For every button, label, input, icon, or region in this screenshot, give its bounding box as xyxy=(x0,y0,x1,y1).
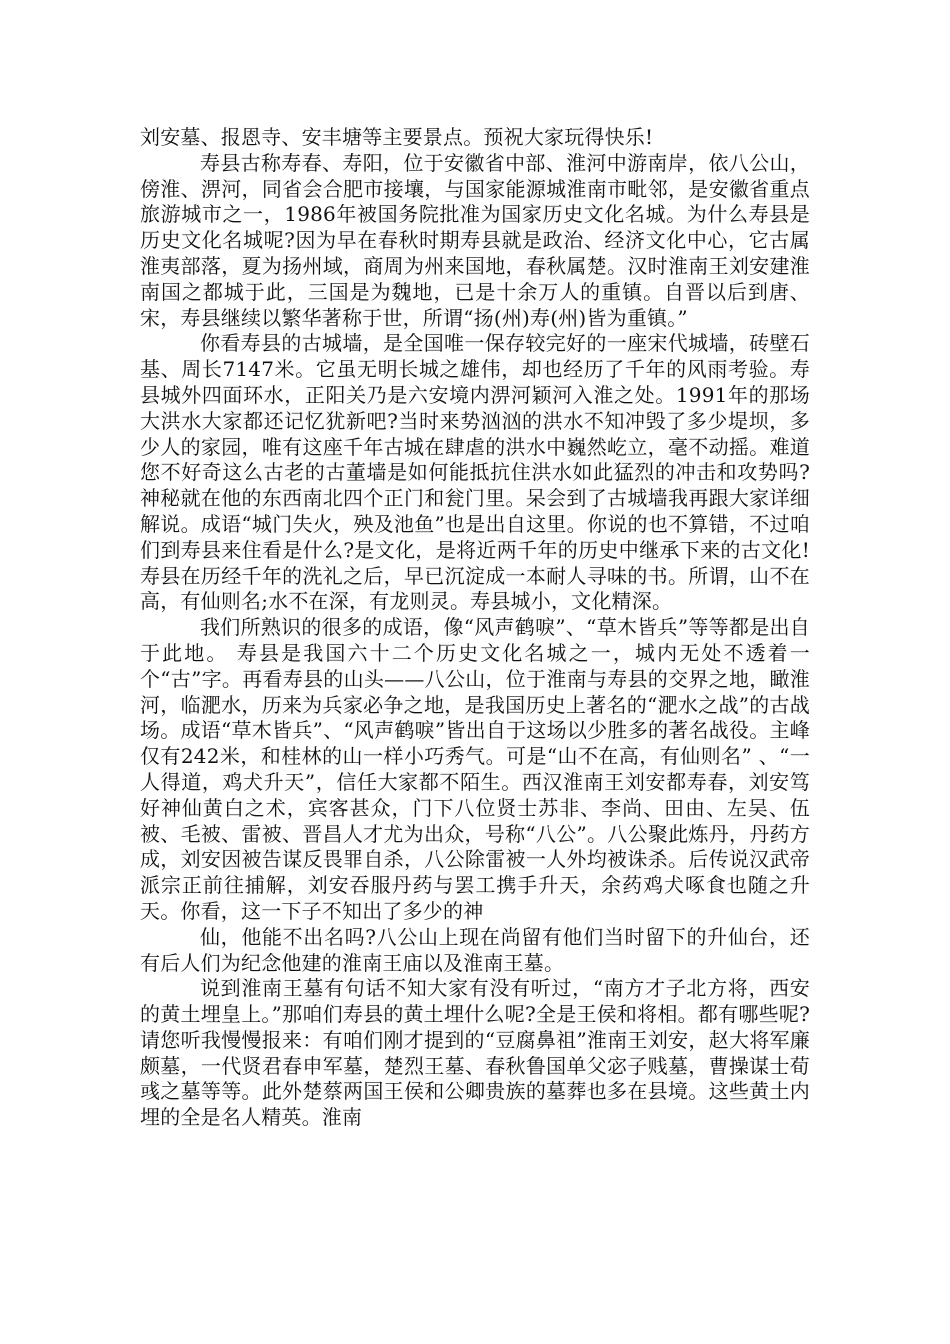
paragraph-city-wall: 你看寿县的古城墙，是全国唯一保存较完好的一座宋代城墙，砖壁石基、周长7147米。它虽无明长城之雄伟，却也经历了千年的风雨考验。寿县城外四面环水，正阳关乃是六安境内淠河颖河入淮之处。1991年的那场大洪水大家都还记忆犹新吧?当时来势汹汹的洪水不知冲毁了多少堤坝，多少人的家园，唯有这座千年古城在肆虐的洪水中巍然屹立，毫不动摇。难道您不好奇这么古老的古董墙是如何能抵抗住洪水如此猛烈的冲击和攻势吗?神秘就在他的东西南北四个正门和瓮门里。呆会到了古城墙我再跟大家详细解说。成语“城门失火，殃及池鱼”也是出自这里。你说的也不算错，不过咱们到寿县来住看是什么?是文化，是将近两千年的历史中继承下来的古文化!寿县在历经千年的洗礼之后，早已沉淀成一本耐人寻味的书。所谓，山不在高，有仙则名;水不在深，有龙则灵。寿县城小，文化精深。 xyxy=(140,331,810,614)
paragraph-immortals: 仙，他能不出名吗?八公山上现在尚留有他们当时留下的升仙台，还有后人们为纪念他建的淮南王庙以及淮南王墓。 xyxy=(140,924,810,975)
paragraph-closing-attractions: 刘安墓、报恩寺、安丰塘等主要景点。预祝大家玩得快乐! xyxy=(140,125,654,149)
document-page xyxy=(140,125,810,1131)
paragraph-tombs: 说到淮南王墓有句话不知大家有没有听过，“南方才子北方将，西安的黄土埋皇上。”那咱们寿县的黄土埋什么呢?全是王侯和将相。都有哪些呢?请您听我慢慢报来：有咱们刚才提到的“豆腐鼻祖”淮南王刘安，赵大将军廉颇墓，一代贤君春申军墓，楚烈王墓、春秋鲁国单父宓子贱墓，曹操谋士荀彧之墓等等。此外楚蔡两国王侯和公卿贵族的墓葬也多在县境。这些黄土内埋的全是名人精英。淮南 xyxy=(140,976,810,1130)
paragraph-bagong-mountain: 我们所熟识的很多的成语，像“风声鹤唳”、“草木皆兵”等等都是出自于此地。 寿县是我国六十二个历史文化名城之一，城内无处不透着一个“古”字。再看寿县的山头——八公山，位于淮南与寿县的交界之地，瞰淮河，临淝水，历来为兵家必争之地，是我国历史上著名的“淝水之战”的古战场。成语“草木皆兵”、“风声鹤唳”皆出自于这场以少胜多的著名战役。主峰仅有242米，和桂林的山一样小巧秀气。可是“山不在高，有仙则名” 、“一人得道，鸡犬升天”，信任大家都不陌生。西汉淮南王刘安都寿春，刘安笃好神仙黄白之术，宾客甚众，门下八位贤士苏非、李尚、田由、左吴、伍被、毛被、雷被、晋昌人才尤为出众，号称“八公”。八公聚此炼丹，丹药方成，刘安因被告谋反畏罪自杀，八公除雷被一人外均被诛杀。后传说汉武帝派宗正前往捕解，刘安吞服丹药与罢工携手升天，余药鸡犬啄食也随之升天。你看，这一下子不知出了多少的神 xyxy=(140,615,810,923)
paragraph-shouxian-history: 寿县古称寿春、寿阳，位于安徽省中部、淮河中游南岸，依八公山，傍淮、淠河，同省会合肥市接壤，与国家能源城淮南市毗邻，是安徽省重点旅游城市之一，1986年被国务院批准为国家历史文化名城。为什么寿县是历史文化名城呢?因为早在春秋时期寿县就是政治、经济文化中心，它古属淮夷部落，夏为扬州域，商周为州来国地，春秋属楚。汉时淮南王刘安建淮南国之都城于此，三国是为魏地，已是十余万人的重镇。自晋以后到唐、宋，寿县继续以繁华著称于世，所谓“扬(州)寿(州)皆为重镇。” xyxy=(140,150,810,330)
